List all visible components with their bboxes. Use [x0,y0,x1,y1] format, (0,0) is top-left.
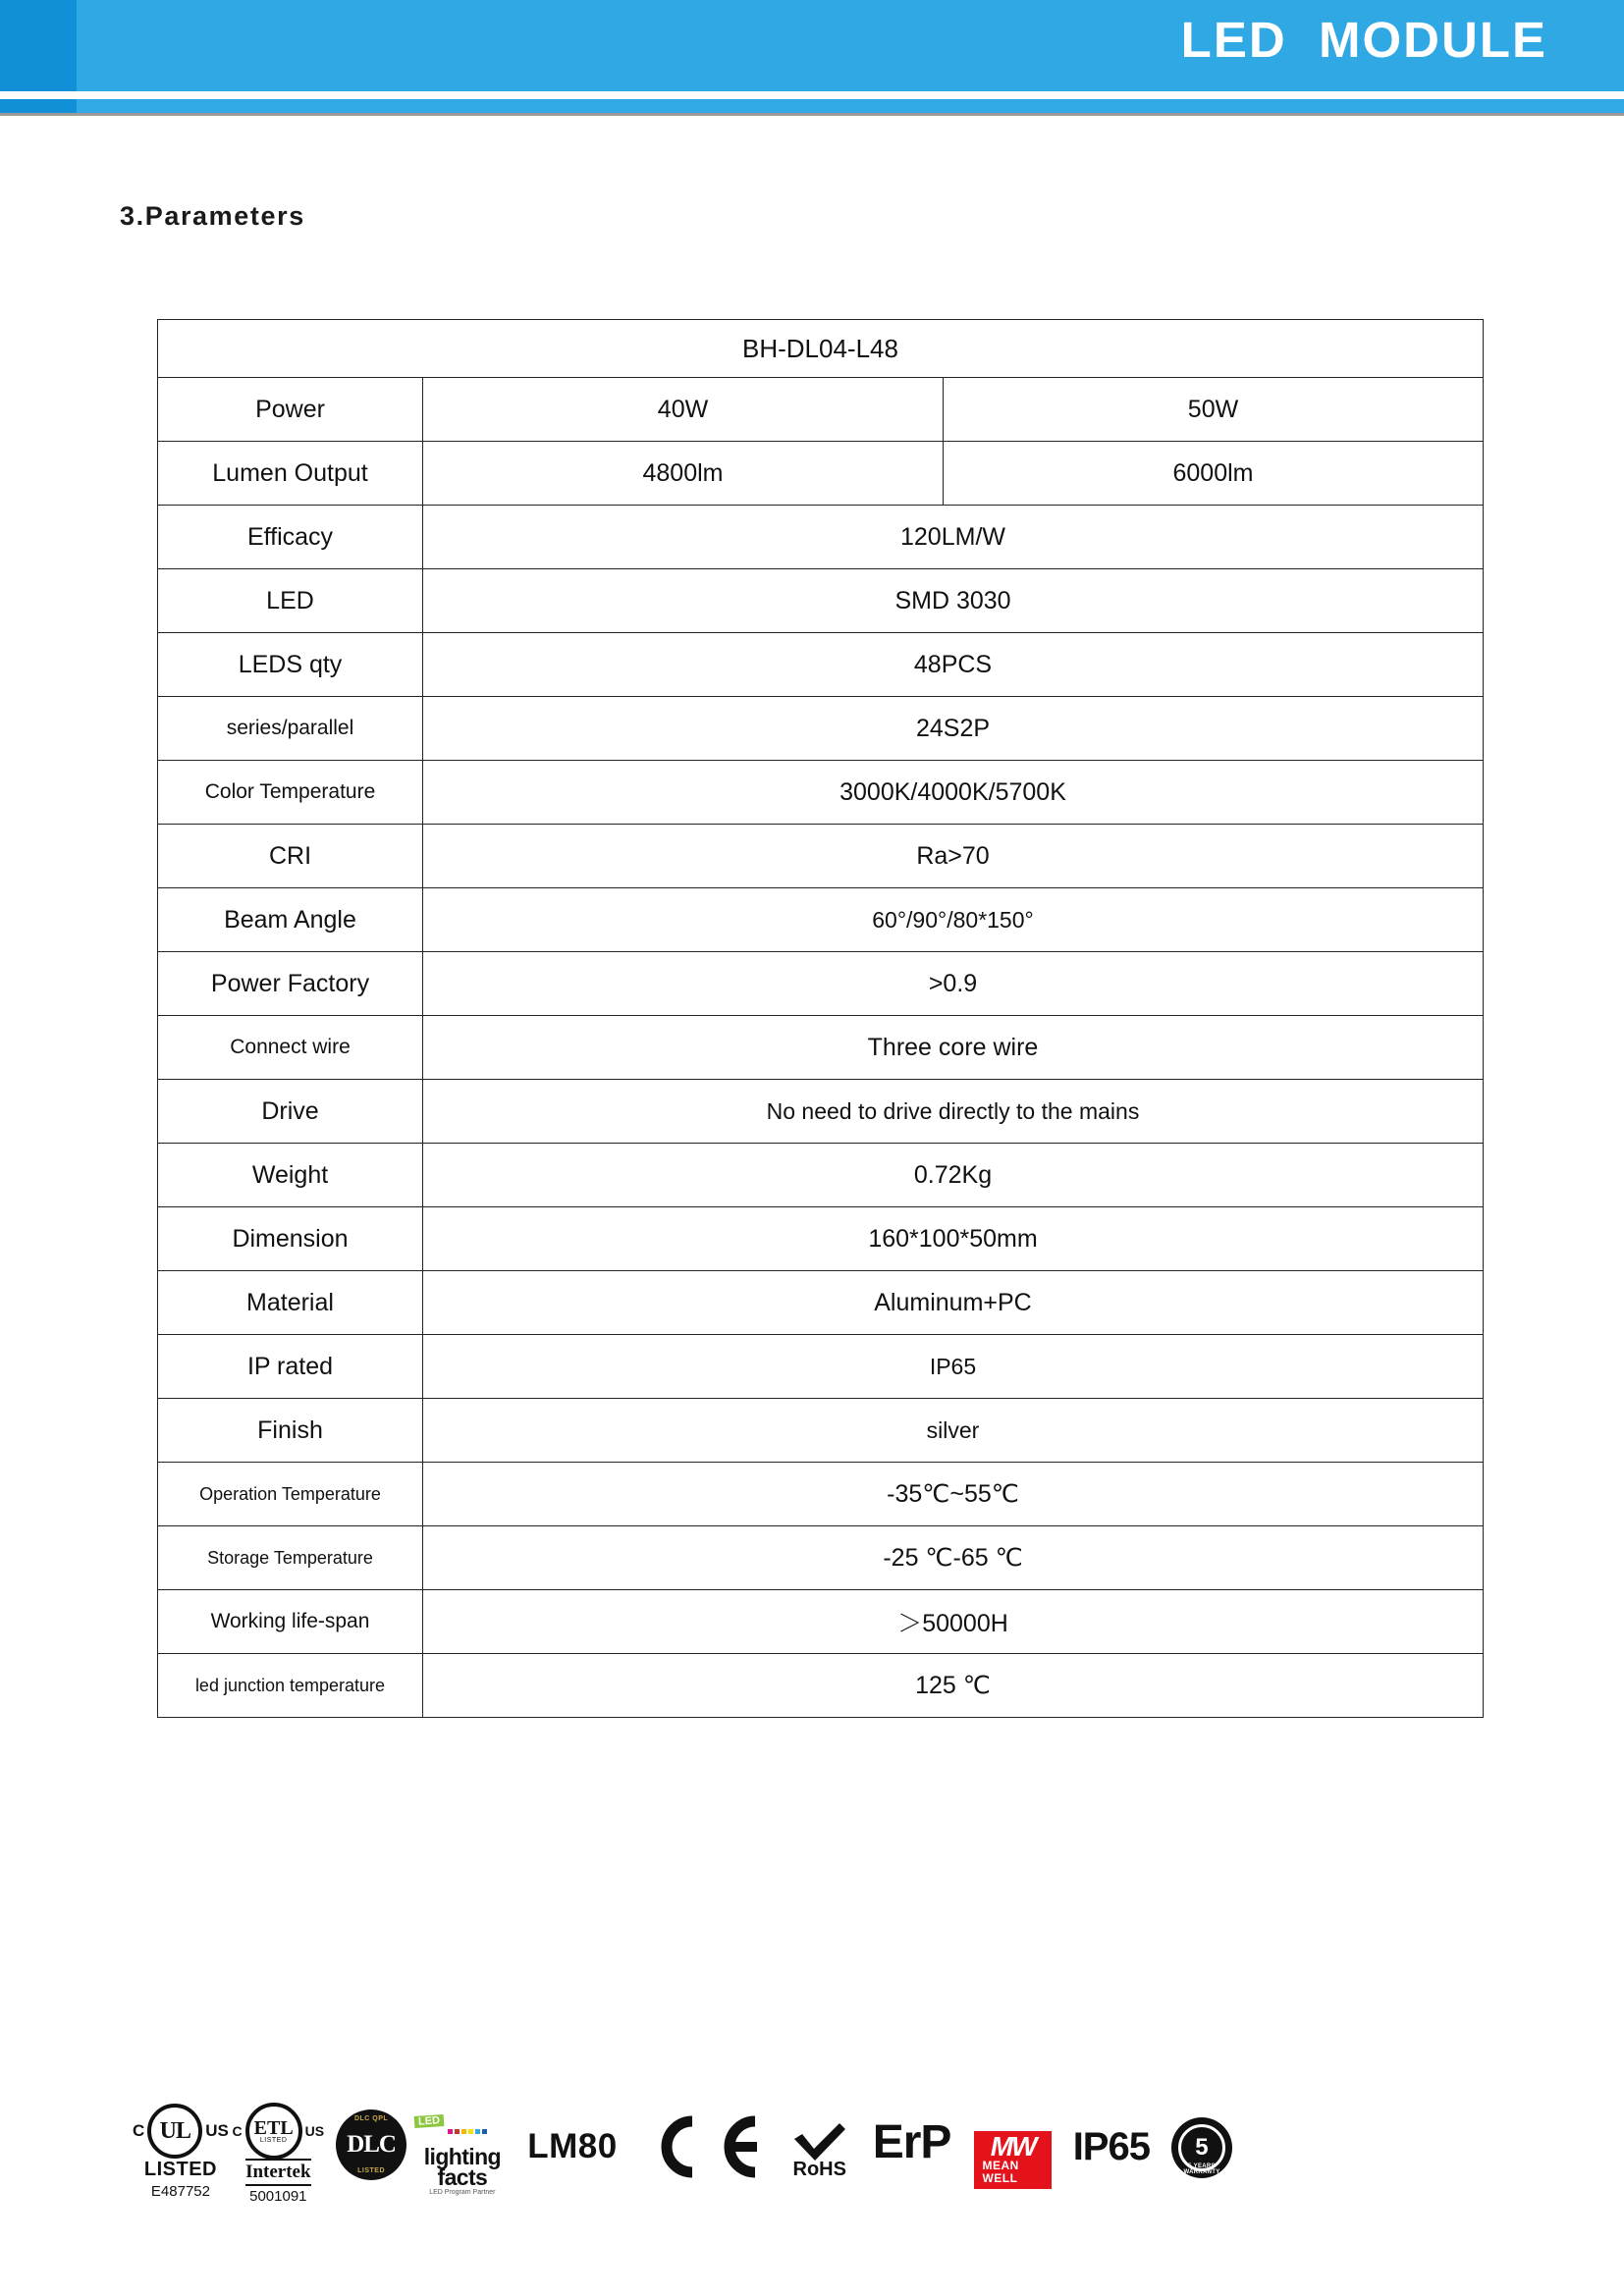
lm80-label: LM80 [527,2127,618,2165]
row-value-b: 6000lm [944,442,1484,506]
etl-circle-icon [245,2103,302,2160]
row-value: 60°/90°/80*150° [423,888,1484,952]
page-header [0,0,1624,91]
lighting-facts-led-badge: LED [414,2114,445,2128]
parameters-table-body [158,320,1484,1718]
row-label: Material [158,1271,423,1335]
table-row [158,442,1484,506]
row-label: LED [158,569,423,633]
row-label: Storage Temperature [158,1526,423,1590]
row-value: 120LM/W [423,506,1484,569]
mean-well-name: MEAN WELL [982,2159,1019,2185]
header-secondary-band [77,99,1624,113]
row-label: Lumen Output [158,442,423,506]
table-row [158,888,1484,952]
row-value: -25 ℃-65 ℃ [423,1526,1484,1590]
warranty-text: 5 YEARS WARRANTY [1183,2163,1220,2175]
etl-listed-logo [229,2106,328,2205]
table-row [158,825,1484,888]
row-label: Connect wire [158,1016,423,1080]
table-row [158,697,1484,761]
row-label: CRI [158,825,423,888]
warranty-badge [1171,2106,1232,2178]
mean-well-logo [974,2131,1051,2189]
table-row [158,952,1484,1016]
ul-prefix-label: C [133,2121,145,2140]
ul-suffix-label: US [205,2121,229,2140]
row-label: series/parallel [158,697,423,761]
row-label: Power Factory [158,952,423,1016]
table-row [158,569,1484,633]
row-value: SMD 3030 [423,569,1484,633]
row-value: -35℃~55℃ [423,1463,1484,1526]
row-label: Dimension [158,1207,423,1271]
row-value-b: 50W [944,378,1484,442]
row-label: Operation Temperature [158,1463,423,1526]
ul-circle-icon [147,2104,202,2159]
dlc-arc-bottom-label: LISTED [357,2167,386,2174]
lighting-facts-logo [414,2106,510,2196]
warranty-circle-icon [1171,2117,1232,2178]
model-name-cell: BH-DL04-L48 [158,320,1484,378]
table-row [158,1526,1484,1590]
etl-suffix-label: US [304,2123,325,2139]
row-label: Working life-span [158,1590,423,1654]
table-row [158,1590,1484,1654]
row-label: Power [158,378,423,442]
row-value: >0.9 [423,952,1484,1016]
ul-listed-logo [133,2106,229,2200]
etl-listed-label: LISTED [259,2136,288,2144]
lighting-facts-top-row [414,2111,510,2147]
etl-brand-label: Intertek [245,2159,310,2186]
ul-mark-row [133,2106,229,2157]
etl-mark-row [233,2106,325,2157]
table-row [158,1654,1484,1718]
certification-logos [133,2106,1232,2223]
table-row [158,1399,1484,1463]
ul-mark-label: UL [159,2117,190,2144]
erp-label: ErP [872,2116,951,2168]
row-value: 48PCS [423,633,1484,697]
row-value: silver [423,1399,1484,1463]
page-title: LED MODULE [1180,12,1547,68]
lighting-facts-line2: facts [437,2164,488,2190]
parameters-table [157,319,1484,1718]
row-value-a: 4800lm [423,442,944,506]
table-row [158,1016,1484,1080]
row-value-a: 40W [423,378,944,442]
parameters-table-container [157,319,1483,1718]
row-value: ＞50000H [423,1590,1484,1654]
table-row [158,506,1484,569]
row-label: Beam Angle [158,888,423,952]
row-label: IP rated [158,1335,423,1399]
check-icon [790,2121,849,2163]
row-value: IP65 [423,1335,1484,1399]
row-value: 160*100*50mm [423,1207,1484,1271]
table-row [158,1207,1484,1271]
row-label: led junction temperature [158,1654,423,1718]
rohs-label: RoHS [792,2159,846,2180]
table-row [158,378,1484,442]
row-label: Weight [158,1144,423,1207]
row-value: 3000K/4000K/5700K [423,761,1484,825]
ul-file-number: E487752 [150,2183,210,2200]
row-label: Drive [158,1080,423,1144]
row-value: Ra>70 [423,825,1484,888]
row-value: No need to drive directly to the mains [423,1080,1484,1144]
row-label: Color Temperature [158,761,423,825]
row-value: Aluminum+PC [423,1271,1484,1335]
header-accent-strip [0,0,77,91]
row-label: Finish [158,1399,423,1463]
table-row [158,633,1484,697]
table-row-model [158,320,1484,378]
row-value: 125 ℃ [423,1654,1484,1718]
dlc-mark-label: DLC [347,2131,396,2158]
lighting-facts-subtitle: LED Program Partner [429,2189,496,2196]
etl-file-number: 5001091 [249,2188,307,2205]
warranty-years-number: 5 [1195,2134,1209,2161]
row-value: 0.72Kg [423,1144,1484,1207]
rohs-logo [790,2106,849,2181]
row-label: Efficacy [158,506,423,569]
dlc-qpl-logo [328,2106,415,2180]
header-secondary-accent [0,99,77,113]
ce-mark-icon [649,2106,767,2178]
lighting-facts-line1: lighting [423,2144,501,2169]
lighting-facts-dots-icon [448,2129,487,2134]
dlc-arc-top-label: DLC QPL [353,2115,389,2122]
dlc-circle-icon [336,2109,406,2180]
table-row [158,1335,1484,1399]
section-heading: 3.Parameters [120,201,305,231]
etl-mark-label: ETL [253,2116,294,2139]
ul-listed-label: LISTED [143,2159,218,2180]
row-value: Three core wire [423,1016,1484,1080]
table-row [158,1271,1484,1335]
table-row [158,1080,1484,1144]
table-row [158,761,1484,825]
etl-prefix-label: C [232,2123,243,2139]
ip65-label: IP65 [1072,2125,1150,2168]
table-row [158,1463,1484,1526]
table-row [158,1144,1484,1207]
row-label: LEDS qty [158,633,423,697]
header-gap [0,91,1624,99]
mean-well-mark: MW [990,2131,1036,2162]
header-divider [0,113,1624,116]
row-value: 24S2P [423,697,1484,761]
